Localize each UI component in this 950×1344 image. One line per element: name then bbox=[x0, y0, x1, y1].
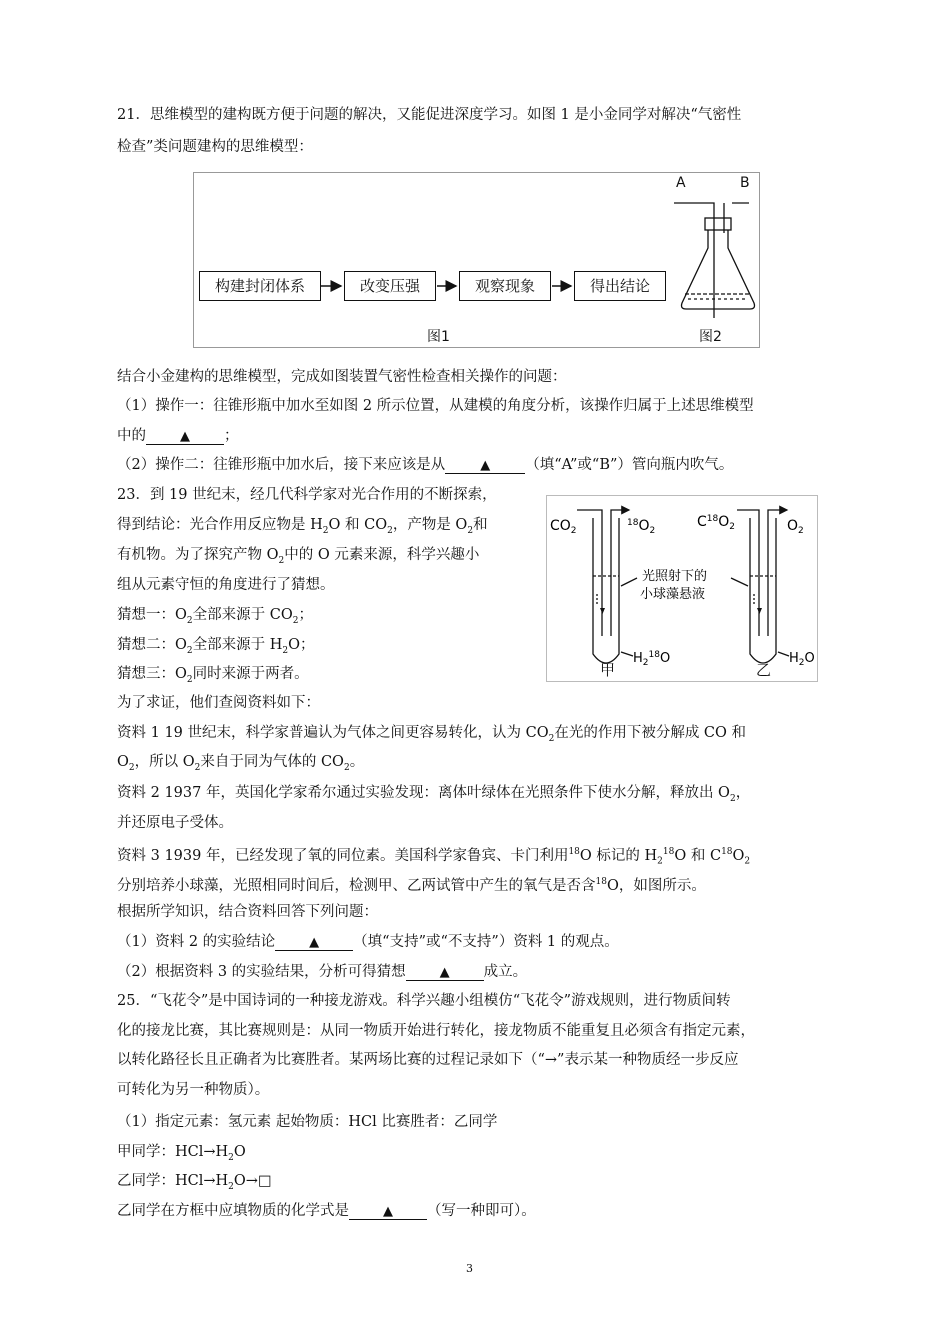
label-h218o: $H_2^{18}O$ bbox=[633, 650, 671, 668]
test-tubes bbox=[547, 496, 817, 681]
caption-fig1: 图1 bbox=[427, 329, 450, 345]
guess-2: 猜想二：$O_2$全部来源于 $H_2O$； bbox=[117, 637, 315, 656]
ref-2-cont: 并还原电子受体。 bbox=[117, 815, 233, 831]
q21-line1: 21．思维模型的建构既方便于问题的解决，又能促进深度学习。如图 1 是小金同学对解决“气密性 bbox=[117, 107, 742, 123]
label-co2: $CO_2$ bbox=[550, 518, 577, 536]
q25-l6: 甲同学：$HCl\to H_2O$ bbox=[117, 1144, 246, 1163]
q25-l8: 乙同学在方框中应填物质的化学式是 ▲ （写一种即可）。 bbox=[117, 1203, 536, 1219]
answer-blank[interactable]: ▲ bbox=[146, 428, 224, 445]
step-change-pressure: 改变压强 bbox=[344, 271, 436, 301]
q23-p2: （2）根据资料 3 的实验结果，分析可得猜想 ▲ 成立。 bbox=[117, 964, 528, 980]
q23-l3: 有机物。为了探究产物 $O_2$中的 O 元素来源，科学兴趣小 bbox=[117, 547, 480, 566]
answer-blank[interactable]: ▲ bbox=[349, 1203, 427, 1220]
label-suspension-1: 光照射下的 bbox=[642, 569, 708, 584]
label-suspension-2: 小球藻悬液 bbox=[640, 587, 706, 602]
q21-line2: 检查”类问题建构的思维模型： bbox=[117, 139, 313, 155]
ref-3-cont: 分别培养小球藻，光照相同时间后，检测甲、乙两试管中产生的氧气是否含$^{18}$O，如图所示。 bbox=[117, 877, 706, 894]
label-jia: 甲 bbox=[600, 661, 616, 679]
ref-1-cont: $O_2$，所以 $O_2$来自于同为气体的 $CO_2$。 bbox=[117, 754, 365, 773]
test-tube-figure bbox=[546, 495, 818, 682]
caption-fig2: 图2 bbox=[699, 329, 722, 345]
label-a: A bbox=[676, 175, 686, 191]
label-18o2: $^{18}O_2$ bbox=[627, 518, 656, 536]
q21-line3: 结合小金建构的思维模型，完成如图装置气密性检查相关操作的问题： bbox=[117, 369, 567, 385]
q25-l4: 可转化为另一种物质）。 bbox=[117, 1082, 270, 1098]
page-number: 3 bbox=[466, 1262, 473, 1275]
thinking-model-figure bbox=[193, 172, 760, 348]
step-conclude: 得出结论 bbox=[574, 271, 666, 301]
ref-3: 资料 3 1939 年，已经发现了氧的同位素。美国科学家鲁宾、卡门利用$^{18}$O 标记的 $H_2^{18}O$ 和 $C^{18}O_2$ bbox=[117, 847, 751, 867]
label-o2: $O_2$ bbox=[787, 518, 804, 536]
label-h2o: $H_2O$ bbox=[789, 651, 815, 668]
q21-p1b: 中的 ▲ ； bbox=[117, 428, 239, 444]
answer-blank[interactable]: ▲ bbox=[445, 457, 525, 474]
q21-p1a: （1）操作一：往锥形瓶中加水至如图 2 所示位置，从建模的角度分析，该操作归属于上述思维模型 bbox=[117, 398, 754, 414]
q23-p1: （1）资料 2 的实验结论 ▲ （填“支持”或“不支持”）资料 1 的观点。 bbox=[117, 934, 619, 950]
q23-l4: 组从元素守恒的角度进行了猜想。 bbox=[117, 577, 335, 593]
step-observe: 观察现象 bbox=[459, 271, 551, 301]
q25-l1: 25．“飞花令”是中国诗词的一种接龙游戏。科学兴趣小组模仿“飞花令”游戏规则，进行物质间转 bbox=[117, 993, 731, 1009]
q21-p2: （2）操作二：往锥形瓶中加水后，接下来应该是从 ▲ （填“A”或“B”）管向瓶内吹气。 bbox=[117, 457, 734, 473]
q23-l15: 根据所学知识，结合资料回答下列问题： bbox=[117, 904, 378, 920]
answer-blank[interactable]: ▲ bbox=[275, 934, 353, 951]
flow-arrows bbox=[194, 173, 759, 347]
guess-3: 猜想三：$O_2$同时来源于两者。 bbox=[117, 666, 309, 685]
label-b: B bbox=[740, 175, 750, 191]
q25-l7: 乙同学：$HCl\to H_2O\to□$ bbox=[117, 1173, 272, 1192]
answer-blank[interactable]: ▲ bbox=[406, 964, 484, 981]
guess-1: 猜想一：$O_2$全部来源于 $CO_2$； bbox=[117, 607, 313, 626]
q23-l8: 为了求证，他们查阅资料如下： bbox=[117, 695, 320, 711]
q25-l2: 化的接龙比赛，其比赛规则是：从同一物质开始进行转化，接龙物质不能重复且必须含有指定元素， bbox=[117, 1023, 755, 1039]
label-yi: 乙 bbox=[756, 661, 772, 679]
q23-l2: 得到结论：光合作用反应物是 $H_2O$ 和 $CO_2$，产物是 $O_2$和 bbox=[117, 517, 488, 536]
q25-l3: 以转化路径长且正确者为比赛胜者。某两场比赛的过程记录如下（“→”表示某一种物质经一步反应 bbox=[117, 1052, 739, 1068]
q23-l1: 23．到 19 世纪末，经几代科学家对光合作用的不断探索， bbox=[117, 487, 497, 503]
step-build-system: 构建封闭体系 bbox=[199, 271, 321, 301]
ref-2: 资料 2 1937 年，英国化学家希尔通过实验发现：离体叶绿体在光照条件下使水分解，释放出 $O_2$， bbox=[117, 785, 751, 804]
q25-l5: （1）指定元素：氢元素 起始物质：HCl 比赛胜者：乙同学 bbox=[117, 1114, 498, 1130]
conical-flask bbox=[674, 203, 755, 318]
label-c18o2: $C^{18}O_2$ bbox=[697, 514, 735, 532]
ref-1: 资料 1 19 世纪末，科学家普遍认为气体之间更容易转化，认为 $CO_2$在光的作用下被分解成 CO 和 bbox=[117, 725, 747, 744]
